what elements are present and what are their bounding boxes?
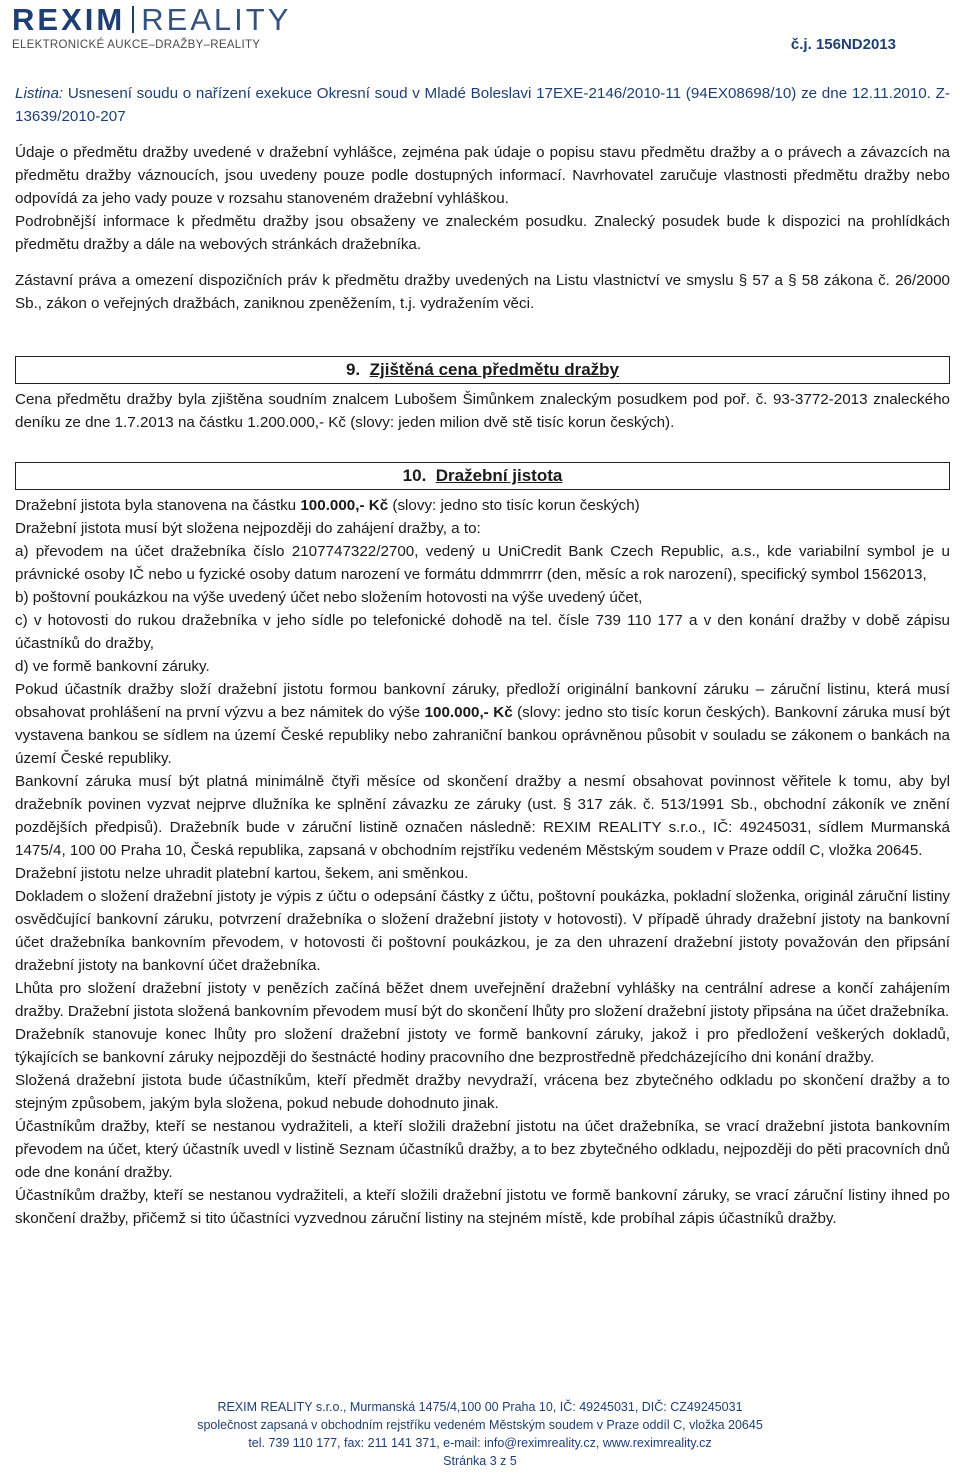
page-number: Stránka 3 z 5 — [443, 1454, 517, 1468]
paragraph-slozena-jistota: Složená dražební jistota bude účastníkům, kteří předmět dražby nevydraží, vrácena bez zbytečného odkladu po skončení dražby a to stejným způsobem, jakým byla složena, pokud nebude dohodnuto jinak. — [15, 1072, 950, 1112]
footer-company-line: REXIM REALITY s.r.o., Murmanská 1475/4,100 00 Praha 10, IČ: 49245031, DIČ: CZ49245031 — [217, 1400, 743, 1414]
footer-registry-line: společnost zapsaná v obchodním rejstříku vedeném Městským soudem v Praze oddíl C, vložka 20645 — [197, 1418, 763, 1432]
company-logo — [12, 2, 292, 54]
listina-paragraph — [15, 82, 950, 128]
paragraph-ucastnikum-ucet: Účastníkům dražby, kteří se nestanou vydražiteli, a kteří složili dražební jistotu na účet dražebníka, se vrací dražební jistota bankovním převodem na účet, který účastník uvedl v listině Seznam účastníků dražby, a to bez zbytečného odkladu, nejpozději do pěti pracovních dnů ode dne konání dražby. — [15, 1118, 950, 1181]
footer-contact-line: tel. 739 110 177, fax: 211 141 371, e-mail: info@reximreality.cz, www.reximreality.cz — [248, 1436, 712, 1450]
paragraph-podrobnejsi: Podrobnější informace k předmětu dražby jsou obsaženy ve znaleckém posudku. Znalecký posudek bude k dispozici na prohlídkách předmětu dražby a dále na webových stránkách dražebníka. — [15, 213, 950, 253]
option-a: a) převodem na účet dražebníka číslo 2107747322/2700, vedený u UniCredit Bank Czech Republic, a.s., kde variabilní symbol je u právnické osoby IČ nebo u fyzické osoby datum narození ve formátu ddmmrrrr (den, měsíc a rok narození), specifický symbol 1562013, — [15, 543, 950, 583]
jistota-deadline-line: Dražební jistota musí být složena nejpozději do zahájení dražby, a to: — [15, 520, 481, 537]
logo-word-rexim: REXIM — [12, 2, 126, 37]
section-10-number: 10. — [402, 466, 427, 485]
paragraph-doklad: Dokladem o složení dražební jistoty je výpis z účtu o odepsání částky z účtu, poštovní poukázka, pokladní složenka, originál záruční listiny osvědčující bankovní záruku, potvrzení dražebníka o složení dražební jistoty v hotovosti). V případě úhrady dražební jistoty na bankovní účet dražebníka bankovním převodem, v hotovosti či poštovní poukázkou, je za den uhrazení dražební jistoty považován den připsání dražební jistoty na bankovní účet dražebníka. — [15, 888, 950, 974]
paragraph-konec-lhuty: Dražebník stanovuje konec lhůty pro složení dražební jistoty ve formě bankovní záruky, jakož i pro předložení veškerých dokladů, týkajících se bankovní záruky nejpozději do šestnácté hodiny pracovního dne bezprostředně předcházejícího dni konání dražby. — [15, 1026, 950, 1066]
paragraph-pokud-amount: 100.000,- Kč — [424, 704, 513, 721]
paragraph-pokud — [15, 678, 950, 770]
paragraph-zastavni-prava: Zástavní práva a omezení dispozičních práv k předmětu dražby uvedených na Listu vlastnictví ve smyslu § 57 a § 58 zákona č. 26/2000 Sb., zákon o veřejných dražbách, zaniknou zpeněžením, t.j. vydražením věci. — [15, 272, 950, 312]
section-9-title: Zjištěná cena předmětu dražby — [369, 360, 620, 379]
paragraph-pokud-part1: Pokud účastník dražby složí dražební jistotu formou bankovní záruky, předloží originální bankovní záruku – záruční listinu, která musí obsahovat prohlášení na první výzvu a bez námitek do výše — [15, 681, 950, 721]
logo-tagline: ELEKTRONICKÉ AUKCE–DRAŽBY–REALITY — [12, 39, 261, 51]
section-9-heading — [15, 356, 950, 384]
option-c: c) v hotovosti do rukou dražebníka v jeho sídle po telefonické dohodě na tel. čísle 739 110 177 a v den konání dražby v době zápisu účastníků do dražby, — [15, 612, 950, 652]
paragraph-bankovni-zaruka: Bankovní záruka musí být platná minimálně čtyři měsíce od skončení dražby a nesmí obsahovat povinnost věřitele k tomu, aby byl dražebník povinen vyzvat nejprve dlužníka ke splnění závazku ze záruky (ust. § 317 zák. č. 513/1991 Sb., obchodní zákoník ve znění pozdějších předpisů). Dražebník bude v záruční listině označen následně: REXIM REALITY s.r.o., IČ: 49245031, sídlem Murmanská 1475/4, 100 00 Praha 10, Česká republika, zapsaná v obchodním rejstříku vedeném Městským soudem v Praze oddíl C, vložka 20645. — [15, 773, 950, 859]
paragraph-udaje: Údaje o předmětu dražby uvedené v dražební vyhlášce, zejména pak údaje o popisu stavu předmětu dražby a o právech a závazcích na předmětu dražby váznoucích, jsou uvedeny pouze podle dostupných informací. Navrhovatel zaručuje vlastnosti předmětu dražby nebo odpovídá za jeho vady pouze v rozsahu stanoveném dražební vyhláškou. — [15, 144, 950, 207]
paragraph-pokud-part2: (slovy: jedno sto tisíc korun českých). Bankovní záruka musí být vystavena bankou se sídlem na území České republiky nebo zahraniční bankou oprávněnou působit v souladu se zákonem o bankách na území České republiky. — [15, 704, 950, 767]
section-9-text: Cena předmětu dražby byla zjištěna soudním znalcem Lubošem Šimůnkem znaleckým posudkem pod poř. č. 93-3772-2013 znaleckého deníku ze dne 1.7.2013 na částku 1.200.000,- Kč (slovy: jeden milion dvě stě tisíc korun českých). — [15, 391, 950, 431]
paragraph-nelze-uhradit: Dražební jistotu nelze uhradit platební kartou, šekem, ani směnkou. — [15, 865, 469, 882]
jistota-amount-text: Dražební jistota byla stanovena na částku — [15, 497, 301, 514]
option-d: d) ve formě bankovní záruky. — [15, 658, 210, 675]
section-10-heading — [15, 462, 950, 490]
paragraph-ucastnikum-zaruka: Účastníkům dražby, kteří se nestanou vydražiteli, a kteří složili dražební jistotu ve formě bankovní záruky, se vrací záruční listiny ihned po skončení dražby, přičemž si tito účastníci vyzvednou záruční listiny na stejném místě, kde probíhal zápis účastníků dražby. — [15, 1187, 950, 1227]
page-footer — [0, 1398, 960, 1470]
paragraph-lhuta: Lhůta pro složení dražební jistoty v penězích začíná běžet dnem uveřejnění dražební vyhlášky na centrální adrese a končí zahájením dražby. Dražební jistota složená bankovním převodem musí být do skončení lhůty pro složení dražební jistoty připsána na účet dražebníka. — [15, 980, 950, 1020]
section-9-number: 9. — [345, 360, 361, 379]
option-b: b) poštovní poukázkou na výše uvedený účet nebo složením hotovosti na výše uvedený účet, — [15, 589, 643, 606]
document-body — [15, 82, 950, 1230]
section-10-title: Dražební jistota — [435, 466, 563, 485]
page-header — [12, 0, 948, 58]
jistota-amount-line — [15, 494, 950, 517]
reference-number: č.j. 156ND2013 — [790, 36, 896, 53]
jistota-amount-value: 100.000,- Kč — [300, 497, 389, 514]
jistota-amount-words: (slovy: jedno sto tisíc korun českých) — [388, 497, 640, 514]
listina-text: Usnesení soudu o nařízení exekuce Okresní soud v Mladé Boleslavi 17EXE-2146/2010-11 (94EX08698/10) ze dne 12.11.2010. Z-13639/2010-207 — [15, 85, 950, 125]
listina-label: Listina: — [15, 85, 64, 102]
logo-divider — [132, 6, 134, 33]
logo-word-reality: REALITY — [141, 2, 292, 37]
